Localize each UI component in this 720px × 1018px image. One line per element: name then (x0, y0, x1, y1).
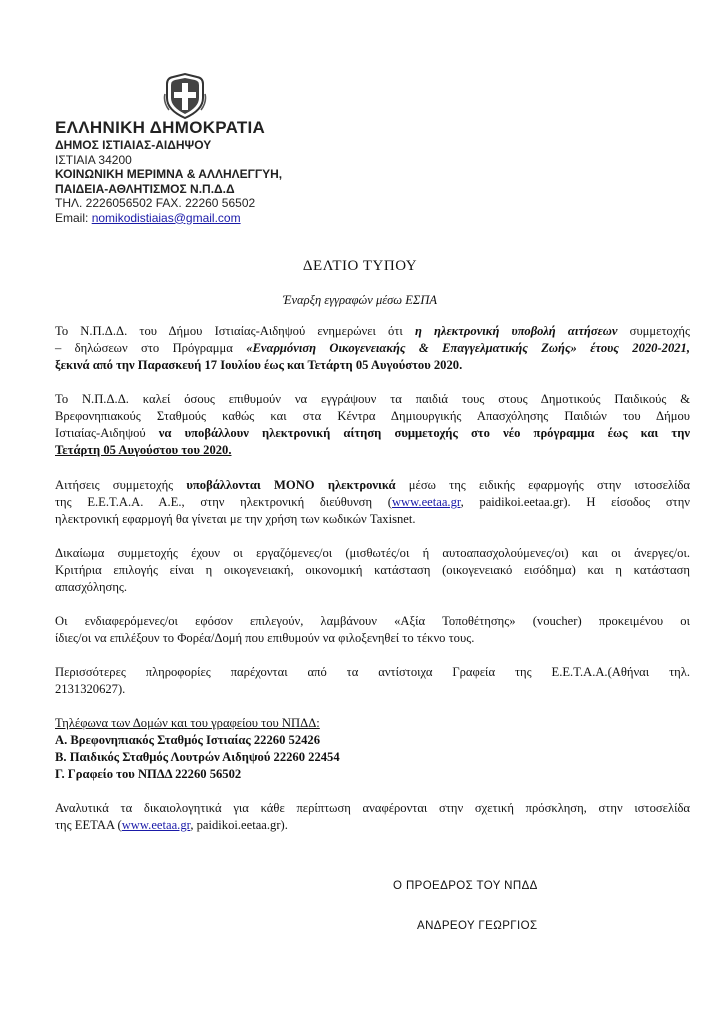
paragraph-more-info (55, 664, 690, 698)
organization-line-1: ΚΟΙΝΩΝΙΚΗ ΜΕΡΙΜΝΑ & ΑΛΛΗΛΕΓΓΥΗ, (55, 167, 283, 181)
text-line: Ιστιαίας-Αιδηψού να υποβάλλουν ηλεκτρονική αίτηση συμμετοχής στο νέο πρόγραμμα έως και την (55, 426, 691, 440)
eetaa-link[interactable]: www.eetaa.gr (391, 495, 461, 509)
text-line: Αιτήσεις συμμετοχής υποβάλλονται ΜΟΝΟ ηλεκτρονικά μέσω της ειδικής εφαρμογής στην ιστοσελίδα (55, 478, 690, 492)
paragraph-voucher (55, 613, 690, 647)
press-release-title: ΔΕΛΤΙΟ ΤΥΠΟΥ (302, 258, 418, 274)
greek-coat-of-arms-icon (163, 72, 207, 120)
phone-fax: ΤΗΛ. 2226056502 FAX. 22260 56502 (55, 196, 256, 210)
email-label: Email: (55, 210, 89, 225)
text-line: – δηλώσεων στο Πρόγραμμα «Εναρμόνιση Οικογενειακής & Επαγγελματικής Ζωής» έτους 2020-2021, (55, 341, 690, 355)
text-line: Αναλυτικά τα δικαιολογητικά για κάθε περίπτωση αναφέρονται στην σχετική πρόσκληση, στην ιστοσελίδα (55, 801, 690, 815)
text-line: της ΕΕΤΑΑ (www.eetaa.gr, paidikoi.eetaa.gr). (55, 818, 288, 832)
municipality-name: ΔΗΜΟΣ ΙΣΤΙΑΙΑΣ-ΑΙΔΗΨΟΥ (55, 138, 212, 152)
text-line: ηλεκτρονική εφαρμογή θα γίνεται με την χρήση των κωδικών Taxisnet. (55, 512, 416, 526)
signatory-name: ΑΝΔΡΕΟΥ ΓΕΩΡΓΙΟΣ (417, 920, 538, 932)
phone-list (55, 715, 690, 783)
phone-list-item: Α. Βρεφονηπιακός Σταθμός Ιστιαίας 22260 52426 (55, 733, 321, 747)
paragraph-registration-start (55, 323, 690, 374)
phone-list-heading: Τηλέφωνα των Δομών και του γραφείου του ΝΠΔΔ: (55, 716, 320, 730)
text-line: 2131320627). (55, 682, 126, 696)
paragraph-online-submission (55, 477, 690, 528)
city-postcode: ΙΣΤΙΑΙΑ 34200 (55, 152, 132, 167)
email-link[interactable]: nomikodistiaias@gmail.com (91, 210, 241, 225)
text-line: Περισσότερες πληροφορίες παρέχονται από τα αντίστοιχα Γραφεία της Ε.Ε.Τ.Α.Α.(Αθήναι τηλ. (55, 665, 690, 679)
eetaa-link[interactable]: www.eetaa.gr (121, 818, 191, 832)
text-line: Κριτήρια επιλογής είναι η οικογενειακή, οικονομική κατάσταση (οικογενειακό εισόδημα) και η κατάσταση (55, 563, 690, 577)
letterhead (55, 118, 282, 225)
organization-line-2: ΠΑΙΔΕΙΑ-ΑΘΛΗΤΙΣΜΟΣ Ν.Π.Δ.Δ (55, 181, 235, 196)
text-line: Δικαίωμα συμμετοχής έχουν οι εργαζόμενες/οι (μισθωτές/οι ή αυτοαπασχολούμενες/οι) και οι άνεργες/οι. (55, 546, 690, 560)
signatory-role: Ο ΠΡΟΕΔΡΟΣ ΤΟΥ ΝΠΔΔ (393, 880, 538, 892)
text-line: ίδιες/οι να επιλέξουν το Φορέα/Δομή που επιθυμούν να φιλοξενηθεί το τέκνο τους. (55, 631, 475, 645)
paragraph-documents (55, 800, 690, 834)
phone-list-item: Β. Παιδικός Σταθμός Λουτρών Αιδηψού 22260 22454 (55, 750, 340, 764)
phone-list-item: Γ. Γραφείο του ΝΠΔΔ 22260 56502 (55, 767, 242, 781)
text-line: απασχόλησης. (55, 580, 128, 594)
press-release-subtitle: Έναρξη εγγραφών μέσω ΕΣΠΑ (283, 293, 437, 307)
email-line (55, 211, 282, 226)
paragraph-eligibility (55, 545, 690, 596)
text-line: Το Ν.Π.Δ.Δ. του Δήμου Ιστιαίας-Αιδηψού ενημερώνει ότι η ηλεκτρονική υποβολή αιτήσεων συμμετοχής (55, 324, 690, 338)
text-line: της Ε.Ε.Τ.Α.Α. Α.Ε., στην ηλεκτρονική διεύθυνση (www.eetaa.gr, paidikoi.eetaa.gr). Η είσοδος στην (55, 495, 690, 509)
text-line: Οι ενδιαφερόμενες/οι εφόσον επιλεγούν, λαμβάνουν «Αξία Τοποθέτησης» (voucher) προκειμένου οι (55, 614, 690, 628)
text-line: Βρεφονηπιακούς Σταθμούς καθώς και στα Κέντρα Δημιουργικής Απασχόλησης Παιδιών του Δήμου (55, 409, 690, 423)
paragraph-invitation (55, 391, 690, 459)
country-title: ΕΛΛΗΝΙΚΗ ΔΗΜΟΚΡΑΤΙΑ (55, 118, 266, 137)
text-line: ξεκινά από την Παρασκευή 17 Ιουλίου έως και Τετάρτη 05 Αυγούστου 2020. (55, 358, 463, 372)
text-line: Το Ν.Π.Δ.Δ. καλεί όσους επιθυμούν να εγγράψουν τα παιδιά τους στους Δημοτικούς Παιδικούς & (55, 392, 690, 406)
deadline-text: Τετάρτη 05 Αυγούστου του 2020. (55, 443, 232, 457)
